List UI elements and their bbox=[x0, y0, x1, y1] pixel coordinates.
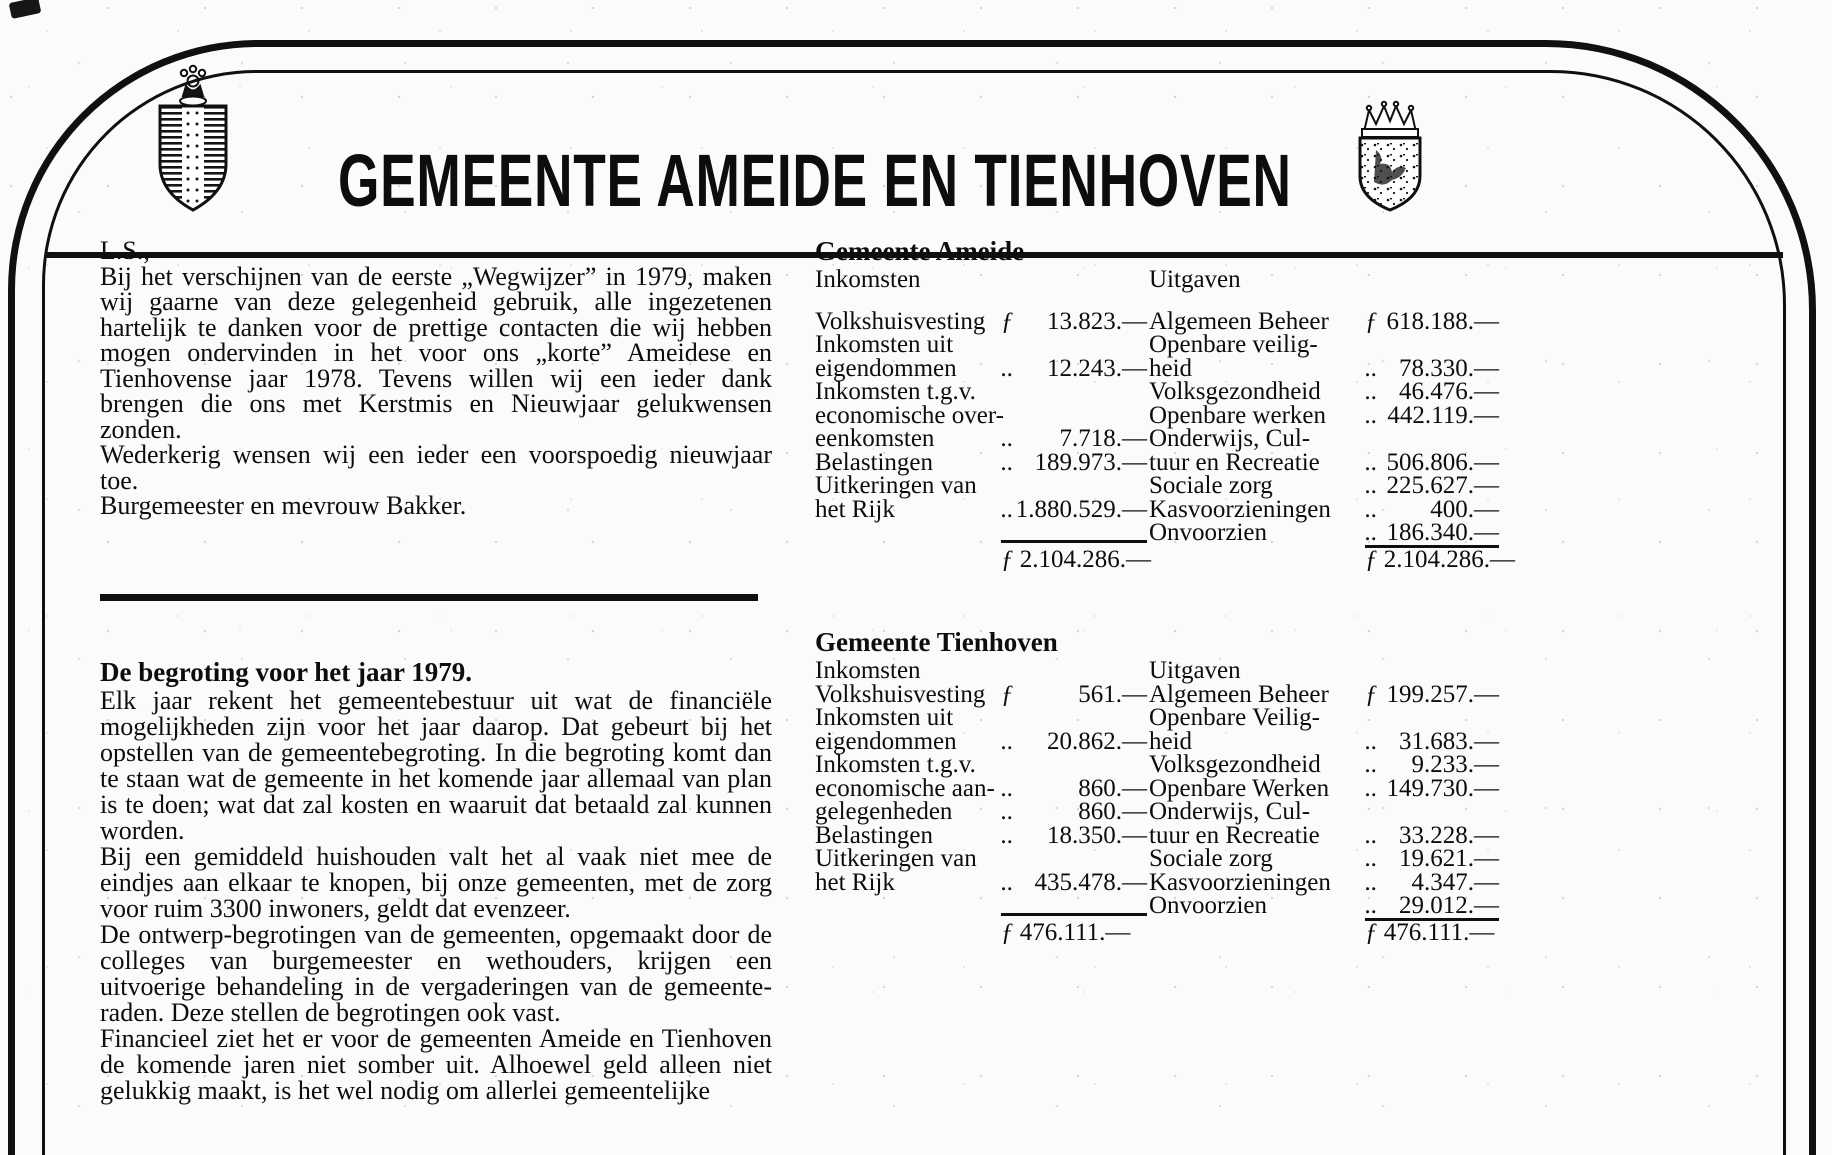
expense-label: Openbare Werken bbox=[1149, 774, 1330, 802]
expense-amount: 4.347.— bbox=[1411, 868, 1499, 896]
income-currency-mark: .. bbox=[1001, 821, 1014, 849]
expense-column-header: Uitgaven bbox=[1149, 657, 1241, 684]
income-amount: 860.— bbox=[1078, 798, 1147, 825]
income-currency-mark: .. bbox=[1001, 448, 1014, 476]
budget-row bbox=[815, 821, 1505, 849]
income-label: het Rijk bbox=[815, 868, 895, 896]
budget-row bbox=[815, 680, 1505, 708]
expense-amount: 506.806.— bbox=[1386, 448, 1499, 476]
income-currency-mark: .. bbox=[1001, 727, 1014, 755]
tienhoven-section bbox=[815, 627, 1505, 944]
income-label: Belastingen bbox=[815, 448, 934, 476]
budget-row bbox=[815, 774, 1505, 802]
expense-label: Onvoorzien bbox=[1149, 892, 1268, 919]
expense-currency-mark: .. bbox=[1365, 495, 1378, 523]
budget-row bbox=[815, 753, 1505, 777]
ameide-column-headers bbox=[815, 268, 1505, 292]
expense-label: Sociale zorg bbox=[1149, 845, 1273, 872]
income-label: economische over- bbox=[815, 401, 1005, 429]
ameide-section-heading: Gemeente Ameide bbox=[815, 236, 1025, 266]
budget-row bbox=[815, 727, 1505, 755]
budget-row bbox=[815, 868, 1505, 896]
income-label: het Rijk bbox=[815, 495, 895, 523]
expense-amount: 9.233.— bbox=[1411, 751, 1499, 778]
expense-label: Algemeen Beheer bbox=[1149, 680, 1329, 708]
expense-amount-pair bbox=[1365, 401, 1499, 429]
budget-pre-total-row bbox=[815, 521, 1505, 548]
income-label: eigendommen bbox=[815, 727, 957, 755]
income-label: Inkomsten uit bbox=[815, 704, 954, 731]
income-label: eenkomsten bbox=[815, 425, 935, 452]
income-amount: 561.— bbox=[1078, 680, 1147, 708]
income-total-pair bbox=[1001, 545, 1151, 573]
expense-amount-pair bbox=[1365, 521, 1499, 548]
income-label: Volkshuisvesting bbox=[815, 307, 986, 335]
expense-amount-pair bbox=[1365, 474, 1499, 498]
expense-label: heid bbox=[1149, 354, 1193, 382]
budget-row bbox=[815, 495, 1505, 523]
budget-pre-total-row bbox=[815, 894, 1505, 921]
income-amount-pair bbox=[1001, 680, 1147, 708]
expense-label: Kasvoorzieningen bbox=[1149, 495, 1331, 523]
expense-column-header: Uitgaven bbox=[1149, 266, 1241, 293]
expense-label: Kasvoorzieningen bbox=[1149, 868, 1331, 896]
expense-amount-pair bbox=[1365, 307, 1499, 335]
article-paragraph: De ontwerp-begrotingen van de gemeenten, opgemaakt door de colleges van burgemeester en wethouders, krijgen een uitvoerige behandeling in de vergaderingen van de gemeente-raden. Deze stellen de begrotingen ook vast. bbox=[100, 920, 772, 1027]
spacer bbox=[815, 292, 1505, 310]
expense-currency-mark: .. bbox=[1365, 845, 1378, 872]
income-amount-pair bbox=[1001, 821, 1147, 849]
income-currency-mark: .. bbox=[1001, 868, 1014, 896]
expense-label: Algemeen Beheer bbox=[1149, 307, 1329, 335]
income-amount-pair bbox=[1001, 800, 1147, 824]
income-total-pair bbox=[1001, 918, 1147, 946]
expense-currency-mark: .. bbox=[1365, 401, 1378, 429]
income-label: Inkomsten t.g.v. bbox=[815, 751, 976, 778]
expense-amount: 400.— bbox=[1430, 495, 1499, 523]
income-currency-mark: .. bbox=[1001, 425, 1014, 452]
expense-amount: 186.340.— bbox=[1386, 519, 1499, 546]
expense-currency-mark: .. bbox=[1365, 868, 1378, 896]
expense-amount-pair bbox=[1365, 894, 1499, 921]
expense-currency-mark: .. bbox=[1365, 354, 1378, 382]
expense-amount-pair bbox=[1365, 354, 1499, 382]
budget-row bbox=[815, 401, 1505, 429]
expense-amount: 225.627.— bbox=[1386, 472, 1499, 499]
letter-column bbox=[100, 238, 772, 519]
expense-amount-pair bbox=[1365, 821, 1499, 849]
income-label: Uitkeringen van bbox=[815, 845, 977, 872]
expense-currency-mark: .. bbox=[1365, 727, 1378, 755]
income-amount-pair bbox=[1001, 868, 1147, 896]
expense-amount: 46.476.— bbox=[1399, 378, 1499, 405]
income-column-header: Inkomsten bbox=[815, 657, 921, 684]
budget-article bbox=[100, 656, 772, 1104]
expense-currency-mark: ƒ bbox=[1365, 680, 1378, 708]
expense-amount: 199.257.— bbox=[1386, 680, 1499, 708]
article-heading: De begroting voor het jaar 1979. bbox=[100, 657, 472, 687]
tienhoven-column-headers bbox=[815, 659, 1505, 683]
income-label: Volkshuisvesting bbox=[815, 680, 986, 708]
expense-amount-pair bbox=[1365, 868, 1499, 896]
budget-row bbox=[815, 847, 1505, 871]
income-total: ƒ 476.111.— bbox=[1001, 918, 1131, 946]
letter-salutation: L.S., bbox=[100, 236, 150, 265]
income-currency-mark: .. bbox=[1001, 354, 1014, 382]
expense-label: Onvoorzien bbox=[1149, 519, 1268, 546]
expense-amount: 31.683.— bbox=[1399, 727, 1499, 755]
ameide-coat-of-arms-icon bbox=[148, 64, 238, 220]
income-label: eigendommen bbox=[815, 354, 957, 382]
expense-label: Sociale zorg bbox=[1149, 472, 1273, 499]
expense-total: ƒ 2.104.286.— bbox=[1365, 545, 1515, 573]
expense-currency-mark: .. bbox=[1365, 472, 1378, 499]
expense-amount-pair bbox=[1365, 495, 1499, 523]
expense-total-pair bbox=[1365, 545, 1515, 573]
expense-label: Onderwijs, Cul- bbox=[1149, 425, 1311, 452]
budget-row bbox=[815, 474, 1505, 498]
expense-amount: 78.330.— bbox=[1399, 354, 1499, 382]
expense-label: Openbare werken bbox=[1149, 401, 1326, 429]
expense-amount: 442.119.— bbox=[1387, 401, 1499, 429]
income-amount-pair bbox=[1001, 448, 1147, 476]
income-label: economische aan- bbox=[815, 774, 995, 802]
expense-currency-mark: .. bbox=[1365, 378, 1378, 405]
income-amount-pair bbox=[1001, 727, 1147, 755]
article-paragraph: Elk jaar rekent het gemeentebestuur uit wat de financiële mogelijkheden zijn voor het jaar daarop. Dat gebeurt bij het opstellen van de gemeentebegroting. In die begroting komt dan te staan wat de gemeente in het komende jaar allemaal van plan is te doen; wat dat zal kosten en waaruit dat betaald zal kunnen worden. bbox=[100, 686, 772, 845]
income-amount-pair bbox=[1001, 307, 1147, 335]
expense-amount-pair bbox=[1365, 753, 1499, 777]
expense-amount-pair bbox=[1365, 727, 1499, 755]
tienhoven-section-heading: Gemeente Tienhoven bbox=[815, 627, 1058, 657]
letter-signature: Burgemeester en mevrouw Bakker. bbox=[100, 491, 467, 520]
budget-row bbox=[815, 427, 1505, 451]
income-amount: 13.823.— bbox=[1047, 307, 1147, 335]
income-amount: 1.880.529.— bbox=[1015, 495, 1147, 523]
income-label: Belastingen bbox=[815, 821, 934, 849]
budget-row bbox=[815, 380, 1505, 404]
income-currency-mark: ƒ bbox=[1001, 307, 1014, 335]
expense-label: tuur en Recreatie bbox=[1149, 821, 1320, 849]
income-total-rule bbox=[1001, 913, 1147, 916]
expense-label: tuur en Recreatie bbox=[1149, 448, 1320, 476]
budget-totals-row bbox=[815, 545, 1515, 573]
income-amount-pair bbox=[1001, 774, 1147, 802]
income-total-rule bbox=[1001, 540, 1147, 543]
article-paragraph: Financieel ziet het er voor de gemeenten Ameide en Tienhoven de komende jaren niet somber uit. Alhoewel geld alleen niet gelukkig maakt, is het wel nodig om allerlei gemeentelijke bbox=[100, 1024, 772, 1105]
income-label: gelegenheden bbox=[815, 798, 953, 825]
budget-totals-row bbox=[815, 918, 1505, 946]
expense-currency-mark: .. bbox=[1365, 751, 1378, 778]
income-amount: 189.973.— bbox=[1034, 448, 1147, 476]
section-divider-rule bbox=[100, 594, 758, 601]
letter-paragraph: Wederkerig wensen wij een ieder een voorspoedig nieuwjaar toe. bbox=[100, 440, 772, 495]
expense-label: heid bbox=[1149, 727, 1193, 755]
income-amount-pair bbox=[1001, 495, 1147, 523]
expense-total-pair bbox=[1365, 918, 1499, 946]
budget-row bbox=[815, 706, 1505, 730]
expense-amount: 19.621.— bbox=[1399, 845, 1499, 872]
income-amount-pair bbox=[1001, 427, 1147, 451]
income-amount: 435.478.— bbox=[1034, 868, 1147, 896]
income-amount-pair bbox=[1001, 354, 1147, 382]
expense-amount-pair bbox=[1365, 448, 1499, 476]
income-currency-mark: .. bbox=[1001, 495, 1014, 523]
expense-label: Volksgezondheid bbox=[1149, 378, 1321, 405]
budget-column bbox=[815, 236, 1515, 946]
expense-label: Openbare Veilig- bbox=[1149, 704, 1321, 731]
income-amount: 20.862.— bbox=[1047, 727, 1147, 755]
expense-currency-mark: .. bbox=[1365, 448, 1378, 476]
expense-currency-mark: .. bbox=[1365, 892, 1378, 919]
expense-amount-pair bbox=[1365, 774, 1499, 802]
expense-amount: 33.228.— bbox=[1399, 821, 1499, 849]
article-paragraph: Bij een gemiddeld huishouden valt het al vaak niet mee de eindjes aan elkaar te knopen, bij onze gemeenten, met de zorg voor ruim 3300 inwoners, geldt dat evenzeer. bbox=[100, 842, 772, 923]
income-amount: 7.718.— bbox=[1059, 425, 1147, 452]
expense-label: Onderwijs, Cul- bbox=[1149, 798, 1311, 825]
expense-amount-pair bbox=[1365, 847, 1499, 871]
budget-row bbox=[815, 448, 1505, 476]
income-currency-mark: ƒ bbox=[1001, 680, 1014, 708]
expense-total: ƒ 476.111.— bbox=[1365, 918, 1495, 946]
expense-label: Volksgezondheid bbox=[1149, 751, 1321, 778]
income-amount: 12.243.— bbox=[1047, 354, 1147, 382]
expense-currency-mark: .. bbox=[1365, 821, 1378, 849]
income-column-header: Inkomsten bbox=[815, 266, 921, 293]
income-amount: 18.350.— bbox=[1047, 821, 1147, 849]
income-label: Uitkeringen van bbox=[815, 472, 977, 499]
expense-amount-pair bbox=[1365, 680, 1499, 708]
income-total: ƒ 2.104.286.— bbox=[1001, 545, 1151, 573]
expense-amount: 29.012.— bbox=[1399, 892, 1499, 919]
expense-currency-mark: ƒ bbox=[1365, 307, 1378, 335]
scan-artifact bbox=[9, 0, 42, 19]
expense-amount: 149.730.— bbox=[1386, 774, 1499, 802]
budget-row bbox=[815, 333, 1505, 357]
expense-label: Openbare veilig- bbox=[1149, 331, 1318, 358]
income-currency-mark: .. bbox=[1001, 798, 1014, 825]
income-label: Inkomsten uit bbox=[815, 331, 954, 358]
budget-row bbox=[815, 307, 1505, 335]
budget-row bbox=[815, 800, 1505, 824]
income-label: Inkomsten t.g.v. bbox=[815, 378, 976, 405]
expense-amount-pair bbox=[1365, 380, 1499, 404]
page-title: GEMEENTE AMEIDE EN TIENHOVEN bbox=[338, 139, 1292, 222]
expense-currency-mark: .. bbox=[1365, 519, 1378, 546]
tienhoven-coat-of-arms-icon bbox=[1346, 98, 1434, 214]
expense-amount: 618.188.— bbox=[1386, 307, 1499, 335]
income-currency-mark: .. bbox=[1001, 774, 1014, 802]
income-amount: 860.— bbox=[1078, 774, 1147, 802]
expense-currency-mark: .. bbox=[1365, 774, 1378, 802]
budget-row bbox=[815, 354, 1505, 382]
letter-paragraph: Bij het verschijnen van de eerste „Wegwijzer” in 1979, maken wij gaarne van deze gelegenheid gebruik, alle ingezetenen hartelijk te danken voor de prettige contacten die wij hebben mogen ondervinden in het voor ons „korte” Ameidese en Tienhovense jaar 1978. Tevens willen wij een ieder dank brengen die ons met Kerstmis en Nieuwjaar gelukwensen zonden. bbox=[100, 261, 772, 444]
